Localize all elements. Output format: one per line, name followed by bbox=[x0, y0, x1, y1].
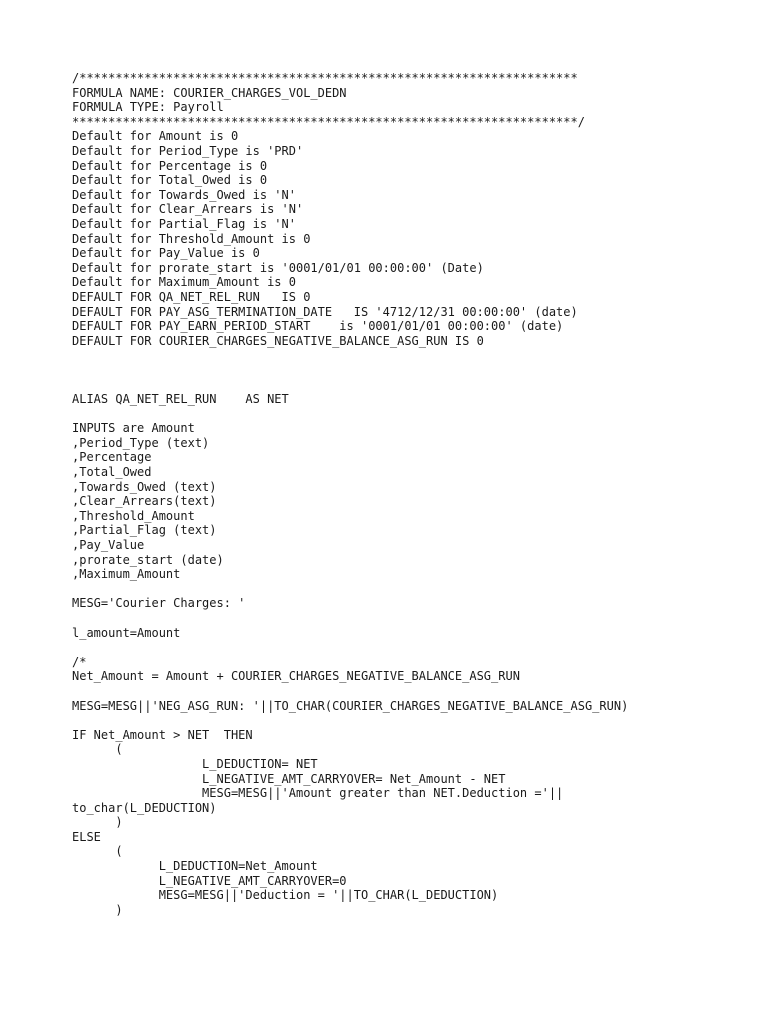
code-line bbox=[72, 611, 752, 626]
code-line: **********************************************************************/ bbox=[72, 114, 585, 129]
code-line: ,Pay_Value bbox=[72, 538, 145, 552]
code-line bbox=[72, 640, 752, 655]
code-line: ,Partial_Flag (text) bbox=[72, 523, 217, 538]
code-line: L_DEDUCTION= NET bbox=[72, 756, 318, 771]
formula-code-block bbox=[72, 71, 752, 917]
code-line: DEFAULT FOR QA_NET_REL_RUN IS 0 bbox=[72, 289, 311, 304]
code-line: Default for Percentage is 0 bbox=[72, 158, 268, 173]
code-line: Net_Amount = Amount + COURIER_CHARGES_NEGATIVE_BALANCE_ASG_RUN bbox=[72, 669, 520, 684]
code-line: ) bbox=[72, 815, 123, 830]
code-line: MESG='Courier Charges: ' bbox=[72, 596, 246, 611]
code-line: /********************************************************************* bbox=[72, 71, 578, 85]
code-line bbox=[72, 713, 752, 728]
code-line: MESG=MESG||'Deduction = '||TO_CHAR(L_DEDUCTION) bbox=[72, 888, 499, 903]
code-line: ,prorate_start (date) bbox=[72, 552, 224, 567]
code-line: ,Maximum_Amount bbox=[72, 567, 181, 582]
code-line: L_NEGATIVE_AMT_CARRYOVER=0 bbox=[72, 873, 347, 888]
code-line: ,Towards_Owed (text) bbox=[72, 479, 217, 494]
code-line: IF Net_Amount > NET THEN bbox=[72, 727, 253, 742]
code-line: L_NEGATIVE_AMT_CARRYOVER= Net_Amount - NET bbox=[72, 771, 506, 786]
code-line: FORMULA TYPE: Payroll bbox=[72, 100, 224, 115]
code-line: Default for prorate_start is '0001/01/01 00:00:00' (Date) bbox=[72, 260, 484, 275]
code-line: FORMULA NAME: COURIER_CHARGES_VOL_DEDN bbox=[72, 85, 347, 100]
code-line: ) bbox=[72, 902, 123, 917]
code-line: ELSE bbox=[72, 829, 101, 844]
code-line: to_char(L_DEDUCTION) bbox=[72, 800, 217, 815]
code-line: Default for Clear_Arrears is 'N' bbox=[72, 202, 304, 217]
code-line: MESG=MESG||'Amount greater than NET.Deduction ='|| bbox=[72, 786, 564, 801]
code-line bbox=[72, 684, 752, 699]
code-line: L_DEDUCTION=Net_Amount bbox=[72, 859, 318, 874]
code-line: DEFAULT FOR PAY_ASG_TERMINATION_DATE IS '4712/12/31 00:00:00' (date) bbox=[72, 304, 578, 319]
code-line: ,Total_Owed bbox=[72, 465, 152, 480]
code-line bbox=[72, 377, 752, 392]
code-line: ALIAS QA_NET_REL_RUN AS NET bbox=[72, 392, 289, 407]
code-line bbox=[72, 582, 752, 597]
code-line: Default for Towards_Owed is 'N' bbox=[72, 187, 296, 202]
code-line: ,Percentage bbox=[72, 450, 152, 465]
code-line: ( bbox=[72, 844, 123, 859]
code-line: DEFAULT FOR COURIER_CHARGES_NEGATIVE_BALANCE_ASG_RUN IS 0 bbox=[72, 333, 484, 348]
code-line: Default for Maximum_Amount is 0 bbox=[72, 275, 296, 290]
code-line: ,Threshold_Amount bbox=[72, 508, 195, 523]
code-line: Default for Amount is 0 bbox=[72, 129, 239, 144]
code-line: MESG=MESG||'NEG_ASG_RUN: '||TO_CHAR(COURIER_CHARGES_NEGATIVE_BALANCE_ASG_RUN) bbox=[72, 698, 629, 713]
code-line: Default for Total_Owed is 0 bbox=[72, 173, 268, 188]
code-line: ,Clear_Arrears(text) bbox=[72, 494, 217, 509]
code-line: Default for Threshold_Amount is 0 bbox=[72, 231, 311, 246]
code-line bbox=[72, 407, 752, 422]
code-line: Default for Pay_Value is 0 bbox=[72, 246, 260, 261]
code-line: /* bbox=[72, 654, 87, 669]
code-line bbox=[72, 348, 752, 363]
code-line: INPUTS are Amount bbox=[72, 421, 195, 436]
code-line bbox=[72, 363, 752, 378]
code-line: Default for Period_Type is 'PRD' bbox=[72, 143, 304, 158]
code-line: l_amount=Amount bbox=[72, 625, 181, 640]
code-line: ( bbox=[72, 742, 123, 757]
code-line: DEFAULT FOR PAY_EARN_PERIOD_START is '0001/01/01 00:00:00' (date) bbox=[72, 319, 564, 334]
code-line: Default for Partial_Flag is 'N' bbox=[72, 216, 296, 231]
code-line: ,Period_Type (text) bbox=[72, 435, 210, 450]
